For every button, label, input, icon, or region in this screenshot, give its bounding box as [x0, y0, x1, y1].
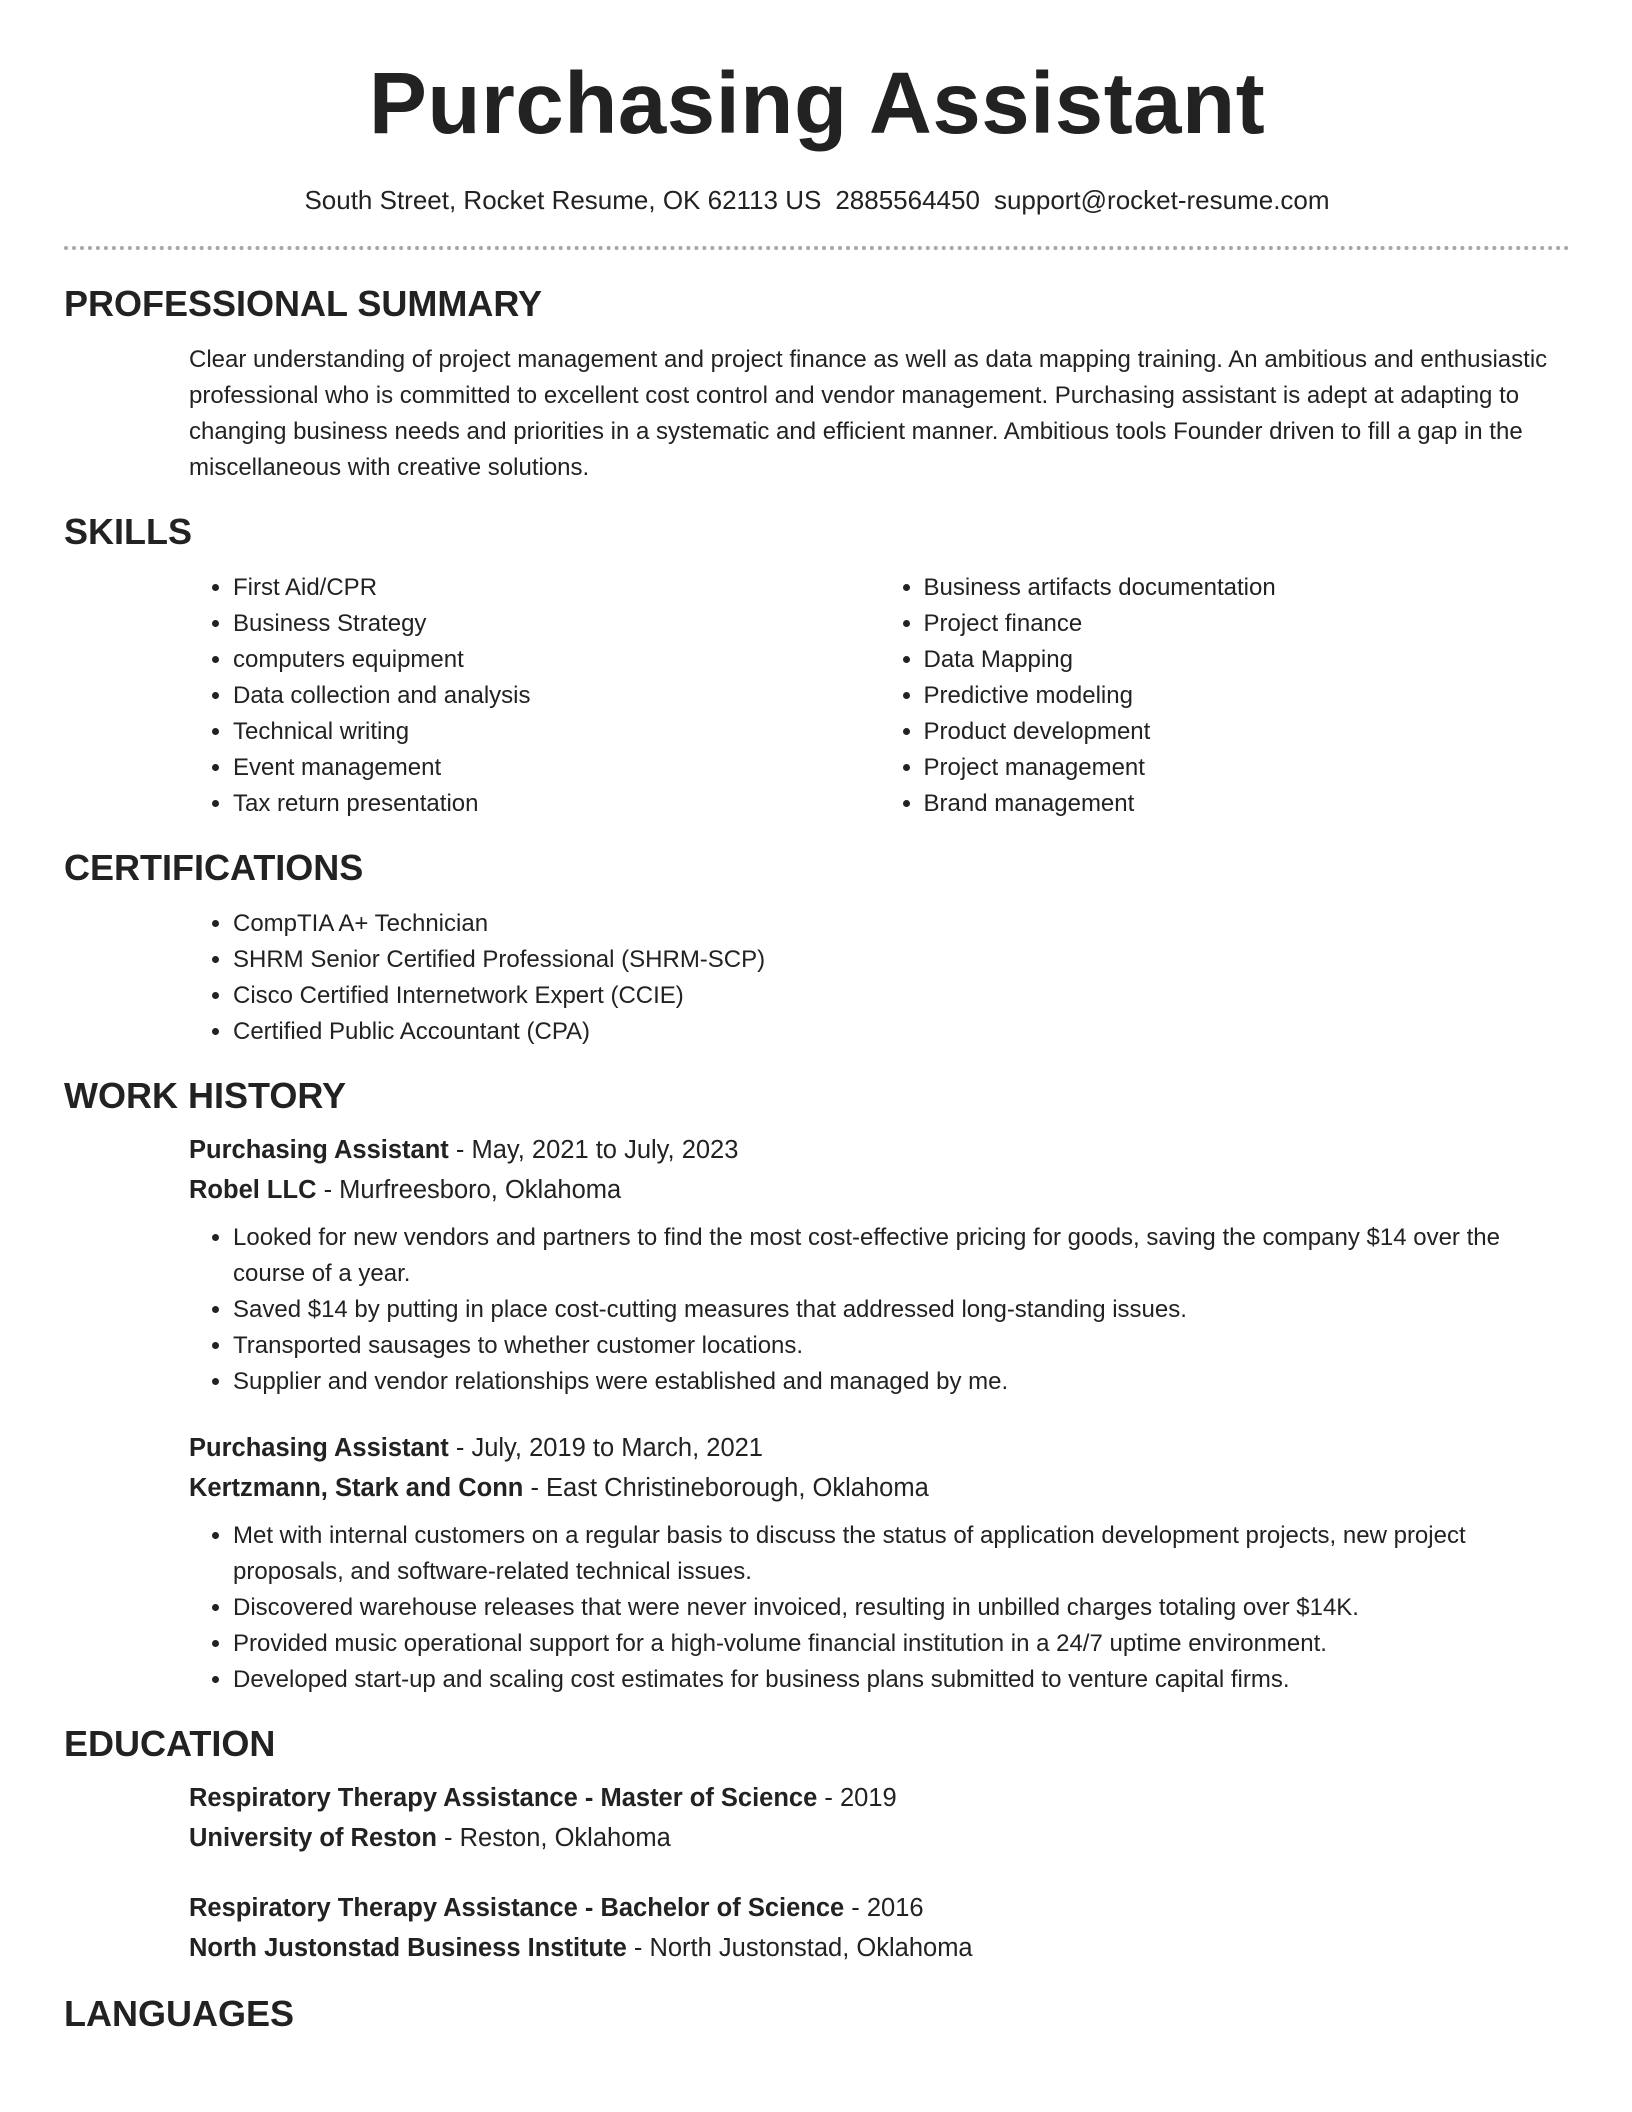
- summary-text: Clear understanding of project management and project finance as well as data mapping training. An ambitious and enthusiastic professional who is committed to excellent cost control and vendor management. Purchasing assistant is adept at adapting to changing business needs and priorities in a systematic and efficient manner. Ambitious tools Founder driven to fill a gap in the miscellaneous with creative solutions.: [189, 346, 1548, 481]
- skills-section: [64, 510, 1570, 822]
- job-bullets: [189, 1518, 1570, 1698]
- job-bullets: [189, 1220, 1570, 1400]
- certifications-heading: CERTIFICATIONS: [64, 847, 364, 888]
- job-entry: [189, 1130, 1570, 1400]
- skill-item: • Business Strategy: [233, 606, 880, 642]
- skill-item: • Technical writing: [233, 714, 880, 750]
- skill-item: • Brand management: [924, 786, 1571, 822]
- school-location: - North Justonstad, Oklahoma: [626, 1934, 973, 1962]
- school-location: - Reston, Oklahoma: [436, 1824, 671, 1852]
- job-bullet: • Developed start-up and scaling cost estimates for business plans submitted to venture capital firms.: [233, 1662, 1570, 1698]
- school-name: North Justonstad Business Institute: [189, 1934, 627, 1962]
- certification-item: • Cisco Certified Internetwork Expert (CCIE): [233, 978, 1570, 1014]
- job-company: Robel LLC: [189, 1176, 317, 1204]
- job-company-line: [189, 1170, 1570, 1210]
- job-company-line: [189, 1468, 1570, 1508]
- degree-line: [189, 1778, 1570, 1818]
- job-role: Purchasing Assistant: [189, 1434, 449, 1462]
- skill-item: • Tax return presentation: [233, 786, 880, 822]
- certification-item: • SHRM Senior Certified Professional (SHRM-SCP): [233, 942, 1570, 978]
- contact-address: South Street, Rocket Resume, OK 62113 US: [304, 185, 822, 215]
- job-location: - Murfreesboro, Oklahoma: [316, 1176, 622, 1204]
- job-company: Kertzmann, Stark and Conn: [189, 1474, 524, 1502]
- job-dates: - July, 2019 to March, 2021: [448, 1434, 763, 1462]
- languages-section: [64, 1992, 1570, 2036]
- education-entry: [189, 1888, 1570, 1968]
- certifications-list: [189, 906, 1570, 1050]
- resume-page: [64, 0, 1570, 2036]
- school-name: University of Reston: [189, 1824, 437, 1852]
- school-line: [189, 1928, 1570, 1968]
- contact-phone: 2885564450: [835, 185, 980, 215]
- job-bullet: • Met with internal customers on a regular basis to discuss the status of application development projects, new project proposals, and software-related technical issues.: [233, 1518, 1570, 1590]
- degree-year: - 2019: [817, 1784, 897, 1812]
- job-bullet: • Transported sausages to whether customer locations.: [233, 1328, 1570, 1364]
- job-bullet: • Supplier and vendor relationships were established and managed by me.: [233, 1364, 1570, 1400]
- job-dates: - May, 2021 to July, 2023: [448, 1136, 739, 1164]
- certification-item: • Certified Public Accountant (CPA): [233, 1014, 1570, 1050]
- degree-line: [189, 1888, 1570, 1928]
- job-bullet: • Provided music operational support for a high-volume financial institution in a 24/7 uptime environment.: [233, 1626, 1570, 1662]
- contact-email[interactable]: support@rocket-resume.com: [993, 185, 1330, 215]
- skill-item: • computers equipment: [233, 642, 880, 678]
- job-role: Purchasing Assistant: [189, 1136, 449, 1164]
- skill-item: • Data collection and analysis: [233, 678, 880, 714]
- skills-list-left: [189, 570, 880, 822]
- job-bullet: • Discovered warehouse releases that were never invoiced, resulting in unbilled charges totaling over $14K.: [233, 1590, 1570, 1626]
- header-divider: [64, 246, 1570, 250]
- languages-heading: LANGUAGES: [64, 1993, 295, 2034]
- education-section: [64, 1722, 1570, 1968]
- degree-name: Respiratory Therapy Assistance - Master of Science: [189, 1784, 818, 1812]
- skill-item: • Business artifacts documentation: [924, 570, 1571, 606]
- education-entry: [189, 1778, 1570, 1858]
- degree-name: Respiratory Therapy Assistance - Bachelor of Science: [189, 1894, 845, 1922]
- work-history-heading: WORK HISTORY: [64, 1075, 347, 1116]
- skill-item: • Project management: [924, 750, 1571, 786]
- skill-item: • Event management: [233, 750, 880, 786]
- job-location: - East Christineborough, Oklahoma: [523, 1474, 929, 1502]
- contact-line: [64, 184, 1570, 216]
- skills-list-right: [880, 570, 1571, 822]
- job-entry: [189, 1428, 1570, 1698]
- skill-item: • First Aid/CPR: [233, 570, 880, 606]
- degree-year: - 2016: [844, 1894, 924, 1922]
- education-heading: EDUCATION: [64, 1723, 276, 1764]
- summary-heading: PROFESSIONAL SUMMARY: [64, 283, 543, 324]
- certification-item: • CompTIA A+ Technician: [233, 906, 1570, 942]
- work-history-section: [64, 1074, 1570, 1698]
- candidate-name: Purchasing Assistant: [368, 55, 1266, 152]
- skills-heading: SKILLS: [64, 511, 193, 552]
- job-title-line: [189, 1130, 1570, 1170]
- summary-section: [64, 282, 1570, 486]
- job-bullet: • Saved $14 by putting in place cost-cutting measures that addressed long-standing issues.: [233, 1292, 1570, 1328]
- job-title-line: [189, 1428, 1570, 1468]
- school-line: [189, 1818, 1570, 1858]
- certifications-section: [64, 846, 1570, 1050]
- skill-item: • Product development: [924, 714, 1571, 750]
- skill-item: • Data Mapping: [924, 642, 1571, 678]
- skill-item: • Project finance: [924, 606, 1571, 642]
- job-bullet: • Looked for new vendors and partners to find the most cost-effective pricing for goods, saving the company $14 over the course of a year.: [233, 1220, 1570, 1292]
- skill-item: • Predictive modeling: [924, 678, 1571, 714]
